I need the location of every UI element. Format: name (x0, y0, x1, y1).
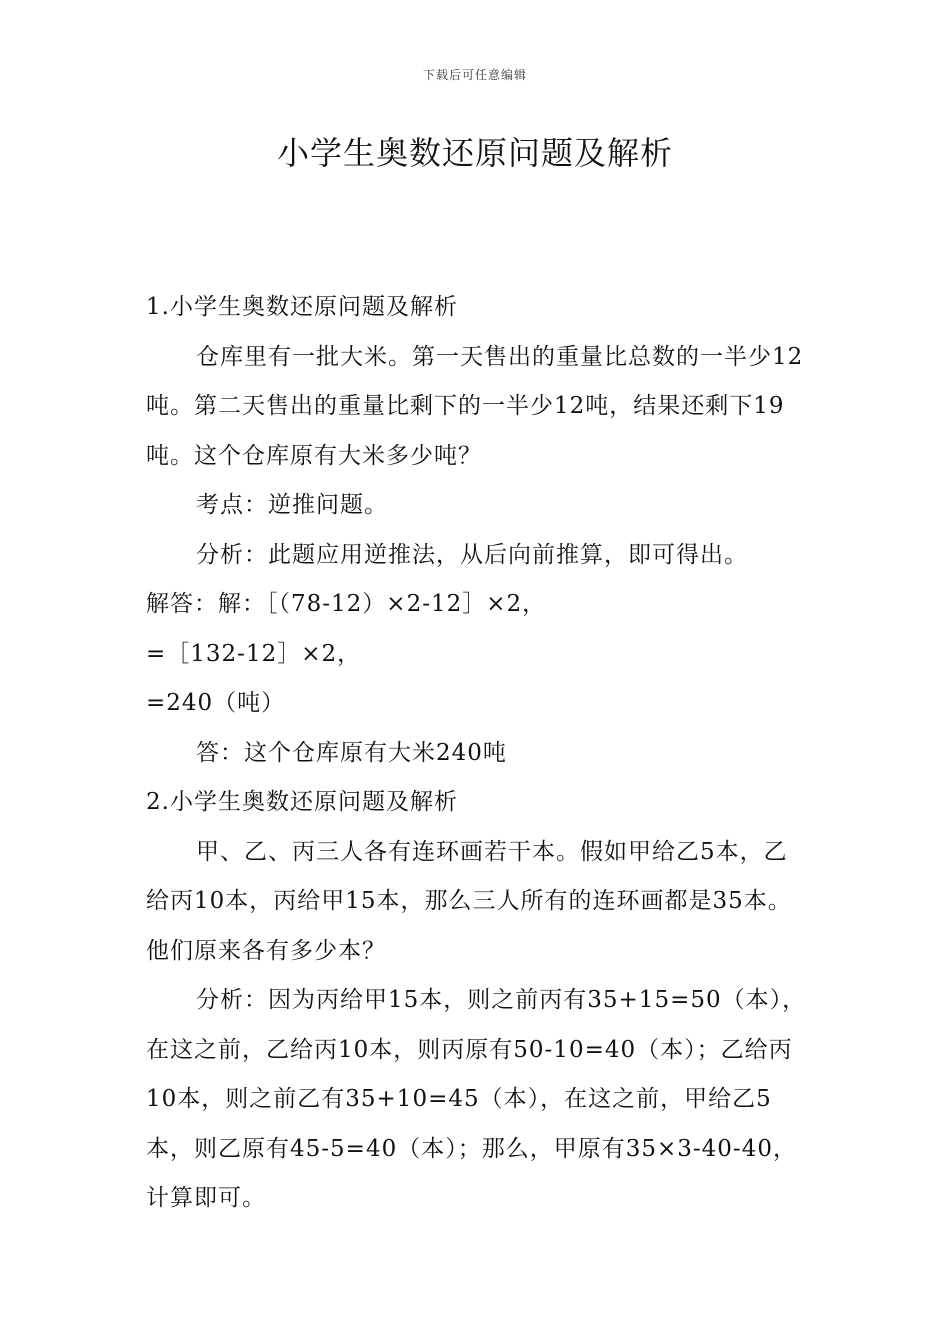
section-1-solution: 解答：解：［（78-12）×2-12］×2， (146, 591, 547, 617)
section-2-problem: 甲、乙、丙三人各有连环画若干本。假如甲给乙5本，乙给丙10本，丙给甲15本，那么三人所有的连环画都是35本。他们原来各有多少本？ (146, 838, 792, 964)
section-1-answer: 答：这个仓库原有大米240吨 (196, 739, 507, 766)
section-2-heading: 2.小学生奥数还原问题及解析 (146, 789, 458, 815)
section-1-analysis: 分析：此题应用逆推法，从后向前推算，即可得出。 (196, 541, 748, 568)
document-title: 小学生奥数还原问题及解析 (276, 134, 673, 172)
header-note: 下载后可任意编辑 (422, 68, 527, 82)
section-1-problem: 仓库里有一批大米。第一天售出的重量比总数的一半少12吨。第二天售出的重量比剩下的一半少12吨，结果还剩下19吨。这个仓库原有大米多少吨？ (146, 343, 804, 469)
document-body (146, 283, 811, 1224)
section-1-kaodian: 考点：逆推问题。 (196, 492, 388, 518)
section-1-heading: 1.小学生奥数还原问题及解析 (146, 294, 458, 320)
section-2-analysis: 分析：因为丙给甲15本，则之前丙有35+15=50（本），在这之前，乙给丙10本，则丙原有50-10=40（本）；乙给丙10本，则之前乙有35+10=45（本），在这之前，甲给乙5本，则乙原有45-5=40（本）；那么，甲原有35×3-40-40，计算即可。 (146, 987, 807, 1211)
section-1-step-1: =［132-12］×2， (146, 640, 362, 667)
section-1-step-2: =240（吨） (146, 690, 286, 716)
